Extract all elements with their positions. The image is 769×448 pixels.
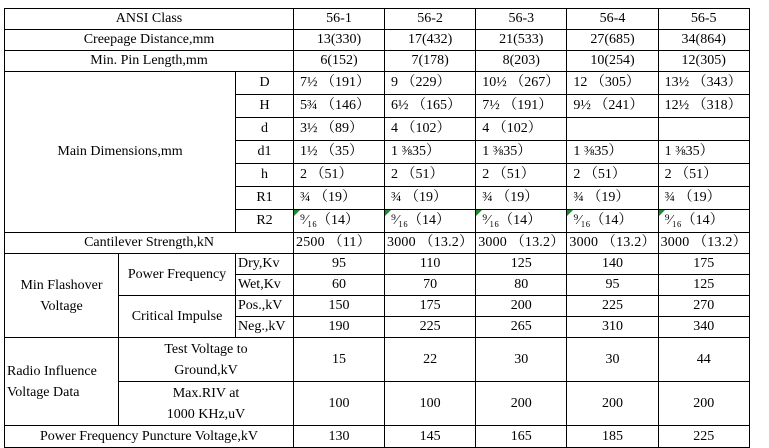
table-cell: 21(533) — [476, 30, 567, 51]
radio-label — [5, 338, 119, 426]
table-cell: 130 — [294, 426, 385, 448]
table-cell: ⁹⁄₁₆（14） — [658, 210, 749, 233]
row-label: Creepage Distance,mm — [5, 30, 294, 51]
table-cell: 175 — [385, 296, 476, 317]
flashover-label-line2: Voltage — [40, 298, 83, 314]
table-cell: 200 — [476, 382, 567, 426]
radio-label-line2: Voltage Data — [7, 384, 80, 400]
table-cell: 340 — [658, 317, 749, 338]
table-cell: 100 — [385, 382, 476, 426]
table-cell: 125 — [476, 254, 567, 275]
table-cell: 22 — [385, 338, 476, 382]
class-header: 56-3 — [476, 9, 567, 30]
table-cell: 2500 （11） — [294, 233, 385, 254]
table-cell: 34(864) — [658, 30, 749, 51]
row-label: Power Frequency Puncture Voltage,kV — [5, 426, 294, 448]
header-row — [5, 9, 750, 30]
test-voltage-line1: Test Voltage to — [164, 341, 248, 357]
table-cell: 13(330) — [294, 30, 385, 51]
power-frequency-label: Power Frequency — [119, 254, 236, 296]
table-cell: 27(685) — [567, 30, 658, 51]
table-cell: 3½ （89） — [294, 118, 385, 141]
table-cell: 2 （51） — [567, 164, 658, 187]
table-cell: 5¾ （146） — [294, 95, 385, 118]
table-cell: 1 ⅜35） — [385, 141, 476, 164]
table-cell: 145 — [385, 426, 476, 448]
table-cell: 150 — [294, 296, 385, 317]
table-cell: 3000 （13.2） — [476, 233, 567, 254]
table-cell: 140 — [567, 254, 658, 275]
dimension-key: D — [236, 72, 294, 95]
max-riv-line1: Max.RIV at — [172, 385, 240, 401]
dimension-key: d — [236, 118, 294, 141]
table-cell: 2 （51） — [294, 164, 385, 187]
header-label: ANSI Class — [5, 9, 294, 30]
table-cell: 17(432) — [385, 30, 476, 51]
table-cell: 30 — [567, 338, 658, 382]
table-cell: 12½ （318） — [658, 95, 749, 118]
table-cell: 1 ⅜35） — [567, 141, 658, 164]
flashover-label-line1: Min Flashover — [20, 277, 103, 293]
table-cell: 200 — [658, 382, 749, 426]
table-cell: 265 — [476, 317, 567, 338]
table-cell: 7½ （191） — [476, 95, 567, 118]
creepage-row — [5, 30, 750, 51]
sub-label: Wet,Kv — [236, 275, 294, 296]
spec-table-container — [4, 8, 750, 448]
max-riv-line2: 1000 KHz,uV — [166, 406, 246, 422]
table-cell: 175 — [658, 254, 749, 275]
table-cell: ¾ （19） — [385, 187, 476, 210]
table-cell: ¾ （19） — [658, 187, 749, 210]
table-cell: 60 — [294, 275, 385, 296]
table-cell: 13½ （343） — [658, 72, 749, 95]
ansi-spec-table — [4, 8, 750, 448]
table-cell: 200 — [567, 382, 658, 426]
table-cell: 200 — [476, 296, 567, 317]
table-cell: 12 （305） — [567, 72, 658, 95]
critical-impulse-label: Critical Impulse — [119, 296, 236, 338]
table-cell: 10½ （267） — [476, 72, 567, 95]
sub-label: Neg.,kV — [236, 317, 294, 338]
table-cell: ⁹⁄₁₆（14） — [294, 210, 385, 233]
table-cell: ⁹⁄₁₆（14） — [567, 210, 658, 233]
cantilever-row — [5, 233, 750, 254]
table-cell: 9½ （241） — [567, 95, 658, 118]
row-label: Cantilever Strength,kN — [5, 233, 294, 254]
table-cell: 95 — [567, 275, 658, 296]
table-cell: 44 — [658, 338, 749, 382]
pin-length-row — [5, 51, 750, 72]
flashover-label — [5, 254, 119, 338]
puncture-row — [5, 426, 750, 448]
table-cell: 6½ （165） — [385, 95, 476, 118]
table-cell: ¾ （19） — [476, 187, 567, 210]
table-cell: 7(178) — [385, 51, 476, 72]
test-voltage-label — [119, 338, 294, 382]
test-voltage-line2: Ground,kV — [174, 362, 238, 378]
table-cell: 165 — [476, 426, 567, 448]
dimension-key: R1 — [236, 187, 294, 210]
table-cell: 70 — [385, 275, 476, 296]
table-cell: 225 — [385, 317, 476, 338]
table-cell: 225 — [658, 426, 749, 448]
table-cell: 4 （102） — [385, 118, 476, 141]
table-cell: 2 （51） — [476, 164, 567, 187]
sub-label: Dry,Kv — [236, 254, 294, 275]
table-cell: 1 ⅜35） — [476, 141, 567, 164]
table-cell: 80 — [476, 275, 567, 296]
table-cell: 3000 （13.2） — [385, 233, 476, 254]
table-cell: 95 — [294, 254, 385, 275]
table-cell: 185 — [567, 426, 658, 448]
table-cell: 7½ （191） — [294, 72, 385, 95]
dimension-row-D — [5, 72, 750, 95]
table-cell: 2 （51） — [658, 164, 749, 187]
class-header: 56-2 — [385, 9, 476, 30]
table-cell: 10(254) — [567, 51, 658, 72]
class-header: 56-5 — [658, 9, 749, 30]
table-cell: 30 — [476, 338, 567, 382]
table-cell: 12(305) — [658, 51, 749, 72]
table-cell: 3000 （13.2） — [567, 233, 658, 254]
table-cell: 225 — [567, 296, 658, 317]
table-cell: 15 — [294, 338, 385, 382]
row-label: Min. Pin Length,mm — [5, 51, 294, 72]
table-cell: 1½ （35） — [294, 141, 385, 164]
table-cell: 2 （51） — [385, 164, 476, 187]
table-cell: 6(152) — [294, 51, 385, 72]
table-cell — [658, 118, 749, 141]
table-cell: 270 — [658, 296, 749, 317]
table-cell: ¾ （19） — [567, 187, 658, 210]
table-cell: 310 — [567, 317, 658, 338]
table-cell: 3000 （13.2） — [658, 233, 749, 254]
table-cell: 4 （102） — [476, 118, 567, 141]
main-dimensions-label: Main Dimensions,mm — [5, 72, 236, 233]
dimension-key: R2 — [236, 210, 294, 233]
max-riv-label — [119, 382, 294, 426]
table-cell: 100 — [294, 382, 385, 426]
radio-label-line1: Radio Influence — [7, 363, 97, 379]
class-header: 56-4 — [567, 9, 658, 30]
table-cell: 110 — [385, 254, 476, 275]
table-cell: 8(203) — [476, 51, 567, 72]
flashover-dry-row — [5, 254, 750, 275]
class-header: 56-1 — [294, 9, 385, 30]
table-cell: ⁹⁄₁₆（14） — [476, 210, 567, 233]
table-cell — [567, 118, 658, 141]
table-cell: ¾ （19） — [294, 187, 385, 210]
table-cell: 1 ⅜35） — [658, 141, 749, 164]
table-cell: ⁹⁄₁₆（14） — [385, 210, 476, 233]
dimension-key: H — [236, 95, 294, 118]
radio-test-voltage-row — [5, 338, 750, 382]
dimension-key: h — [236, 164, 294, 187]
table-cell: 190 — [294, 317, 385, 338]
table-cell: 125 — [658, 275, 749, 296]
table-cell: 9 （229） — [385, 72, 476, 95]
sub-label: Pos.,kV — [236, 296, 294, 317]
dimension-key: d1 — [236, 141, 294, 164]
